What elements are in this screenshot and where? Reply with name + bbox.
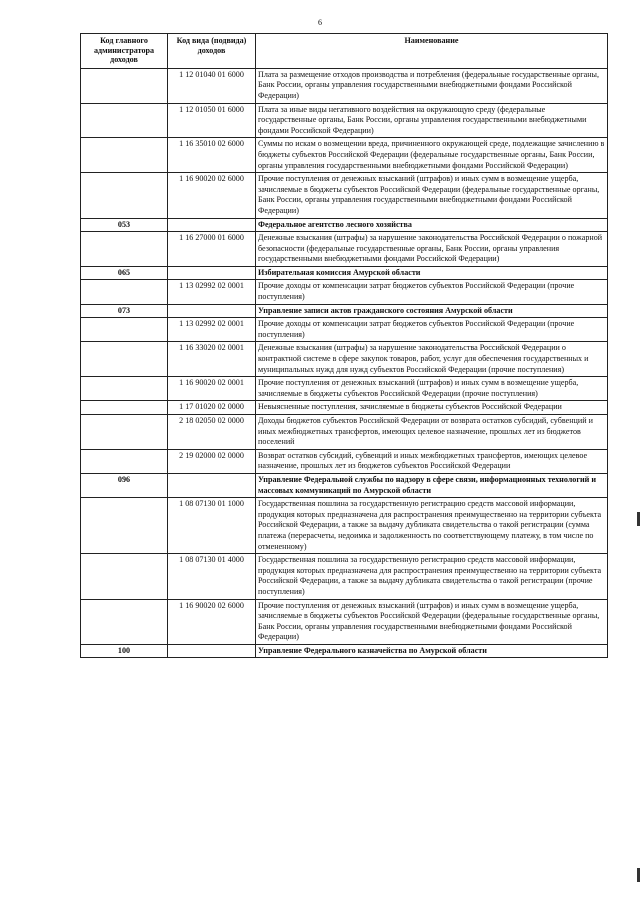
- empty-cell: [81, 401, 168, 415]
- table-row: [81, 68, 608, 103]
- table-row: [81, 449, 608, 473]
- income-name-cell: Прочие поступления от денежных взысканий (штрафов) и иных сумм в возмещение ущерба, зачисляемые в бюджеты субъектов Российской Федерации (федеральные государственные органы, Банк России, органы управления государственными внебюджетными фондами Российской Федерации): [256, 599, 608, 644]
- empty-cell: [168, 473, 256, 497]
- empty-cell: [168, 218, 256, 232]
- income-name-cell: Суммы по искам о возмещении вреда, причиненного окружающей среде, подлежащие зачислению в бюджеты субъектов Российской Федерации (федеральные государственные органы, Банк России, органы управления государственными внебюджетными фондами Российской Федерации): [256, 138, 608, 173]
- empty-cell: [81, 599, 168, 644]
- empty-cell: [81, 103, 168, 138]
- income-name-cell: Прочие доходы от компенсации затрат бюджетов субъектов Российской Федерации (прочие поступления): [256, 318, 608, 342]
- income-code-cell: 1 08 07130 01 1000: [168, 498, 256, 554]
- empty-cell: [81, 498, 168, 554]
- empty-cell: [81, 232, 168, 267]
- income-code-cell: 1 16 90020 02 6000: [168, 599, 256, 644]
- income-name-cell: Прочие доходы от компенсации затрат бюджетов субъектов Российской Федерации (прочие поступления): [256, 280, 608, 304]
- income-name-cell: Прочие поступления от денежных взысканий (штрафов) и иных сумм в возмещение ущерба, зачисляемые в бюджеты субъектов Российской Федерации (федеральные государственные органы, Банк России, органы управления государственными внебюджетными фондами Российской Федерации): [256, 173, 608, 218]
- income-code-cell: 1 13 02992 02 0001: [168, 318, 256, 342]
- table-body: [81, 68, 608, 658]
- table-row: [81, 318, 608, 342]
- income-code-cell: 1 12 01040 01 6000: [168, 68, 256, 103]
- admin-name-cell: Управление записи актов гражданского состояния Амурской области: [256, 304, 608, 318]
- income-code-cell: 1 16 90020 02 0001: [168, 377, 256, 401]
- income-name-cell: Прочие поступления от денежных взысканий (штрафов) и иных сумм в возмещение ущерба, зачисляемые в бюджеты субъектов Российской Федерации (прочие поступления): [256, 377, 608, 401]
- table-row: [81, 599, 608, 644]
- admin-row: [81, 218, 608, 232]
- income-code-cell: 1 16 27000 01 6000: [168, 232, 256, 267]
- table-row: [81, 498, 608, 554]
- income-name-cell: Государственная пошлина за государственную регистрацию средств массовой информации, продукция которых предназначена для распространения преимущественно на территории субъекта Российской Федерации, а также за выдачу дубликата свидетельства о такой регистрации (прочие поступления): [256, 554, 608, 599]
- admin-row: [81, 644, 608, 658]
- empty-cell: [81, 173, 168, 218]
- admin-row: [81, 473, 608, 497]
- table-header-row: [81, 34, 608, 69]
- table-row: [81, 415, 608, 450]
- empty-cell: [81, 377, 168, 401]
- header-name: Наименование: [256, 34, 608, 69]
- admin-name-cell: Избирательная комиссия Амурской области: [256, 266, 608, 280]
- header-admin-code: Код главного администратора доходов: [81, 34, 168, 69]
- income-code-cell: 2 19 02000 02 0000: [168, 449, 256, 473]
- empty-cell: [81, 138, 168, 173]
- admin-code-cell: 053: [81, 218, 168, 232]
- page-number: 6: [318, 18, 322, 27]
- income-name-cell: Денежные взыскания (штрафы) за нарушение законодательства Российской Федерации о пожарной безопасности (федеральные государственные органы, Банк России, органы управления государственными внебюджетными фондами Российской Федерации): [256, 232, 608, 267]
- income-code-cell: 2 18 02050 02 0000: [168, 415, 256, 450]
- income-code-cell: 1 16 35010 02 6000: [168, 138, 256, 173]
- income-name-cell: Плата за размещение отходов производства и потребления (федеральные государственные органы, Банк России, органы управления государственными внебюджетными фондами Российской Федерации): [256, 68, 608, 103]
- table-row: [81, 280, 608, 304]
- income-codes-table: [80, 33, 608, 658]
- empty-cell: [81, 342, 168, 377]
- empty-cell: [81, 449, 168, 473]
- table-row: [81, 173, 608, 218]
- table-row: [81, 103, 608, 138]
- income-name-cell: Невыясненные поступления, зачисляемые в бюджеты субъектов Российской Федерации: [256, 401, 608, 415]
- table-row: [81, 232, 608, 267]
- table-row: [81, 401, 608, 415]
- empty-cell: [81, 68, 168, 103]
- admin-code-cell: 096: [81, 473, 168, 497]
- admin-row: [81, 304, 608, 318]
- income-name-cell: Доходы бюджетов субъектов Российской Федерации от возврата остатков субсидий, субвенций и иных межбюджетных трансфертов, имеющих целевое назначение, прошлых лет из бюджетов поселений: [256, 415, 608, 450]
- income-code-cell: 1 08 07130 01 4000: [168, 554, 256, 599]
- income-name-cell: Денежные взыскания (штрафы) за нарушение законодательства Российской Федерации о контрактной системе в сфере закупок товаров, работ, услуг для обеспечения государственных и муниципальных нужд для нужд субъектов Российской Федерации (прочие поступления): [256, 342, 608, 377]
- admin-code-cell: 073: [81, 304, 168, 318]
- admin-name-cell: Управление Федерального казначейства по Амурской области: [256, 644, 608, 658]
- table-row: [81, 342, 608, 377]
- empty-cell: [168, 266, 256, 280]
- admin-code-cell: 065: [81, 266, 168, 280]
- table-row: [81, 377, 608, 401]
- empty-cell: [81, 318, 168, 342]
- income-code-cell: 1 13 02992 02 0001: [168, 280, 256, 304]
- empty-cell: [168, 304, 256, 318]
- income-name-cell: Государственная пошлина за государственную регистрацию средств массовой информации, продукция которых предназначена для распространения преимущественно на территории субъекта Российской Федерации, а также за выдачу дубликата свидетельства о такой регистрации (сумма платежа (перерасчеты, недоимка и задолженность по соответствующему платежу, в том числе по отмененному): [256, 498, 608, 554]
- income-code-cell: 1 16 33020 02 0001: [168, 342, 256, 377]
- admin-name-cell: Управление Федеральной службы по надзору в сфере связи, информационных технологий и массовых коммуникаций по Амурской области: [256, 473, 608, 497]
- income-code-cell: 1 12 01050 01 6000: [168, 103, 256, 138]
- admin-name-cell: Федеральное агентство лесного хозяйства: [256, 218, 608, 232]
- empty-cell: [168, 644, 256, 658]
- empty-cell: [81, 280, 168, 304]
- table-row: [81, 138, 608, 173]
- income-name-cell: Возврат остатков субсидий, субвенций и иных межбюджетных трансфертов, имеющих целевое назначение, прошлых лет из бюджетов субъектов Российской Федерации: [256, 449, 608, 473]
- table-row: [81, 554, 608, 599]
- income-name-cell: Плата за иные виды негативного воздействия на окружающую среду (федеральные государственные органы, Банк России, органы управления государственными внебюджетными фондами Российской Федерации): [256, 103, 608, 138]
- header-type-code: Код вида (подвида) доходов: [168, 34, 256, 69]
- admin-row: [81, 266, 608, 280]
- income-code-cell: 1 17 01020 02 0000: [168, 401, 256, 415]
- admin-code-cell: 100: [81, 644, 168, 658]
- empty-cell: [81, 554, 168, 599]
- income-code-cell: 1 16 90020 02 6000: [168, 173, 256, 218]
- empty-cell: [81, 415, 168, 450]
